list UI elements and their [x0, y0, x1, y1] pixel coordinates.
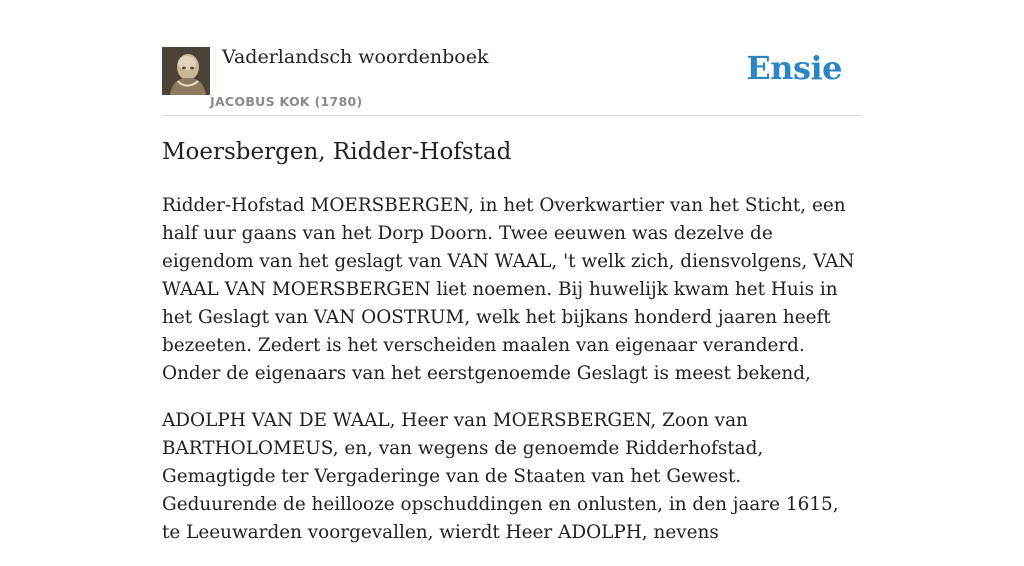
entry-paragraph: Ridder-Hofstad MOERSBERGEN, in het Overkwartier van het Sticht, een half uur gaans van het Dorp Doorn. Twee eeuwen was dezelve de eigendom van het geslagt van VAN WAAL, 't welk zich, diensvolgens, VAN WAAL VAN MOERSBERGEN liet noemen. Bij huwelijk kwam het Huis in het Geslagt van VAN OOSTRUM, welk het bijkans honderd jaaren heeft bezeeten. Zedert is het verscheiden maalen van eigenaar veranderd. Onder de eigenaars van het eerstgenoemde Geslagt is meest bekend,	[162, 195, 855, 384]
brand-logo[interactable]: Ensie	[746, 49, 842, 87]
entry-paragraph: ADOLPH VAN DE WAAL, Heer van MOERSBERGEN, Zoon van BARTHOLOMEUS, en, van wegens de genoemde Ridderhofstad, Gemagtigde ter Vergaderinge van de Staaten van het Gewest. Geduurende de heillooze opschuddingen en onlusten, in den jaare 1615, te Leeuwarden voorgevallen, wierdt Heer ADOLPH, nevens	[162, 410, 839, 543]
entry-title: Moersbergen, Ridder-Hofstad	[162, 139, 512, 165]
book-title[interactable]: Vaderlandsch woordenboek	[222, 46, 489, 68]
header	[162, 38, 862, 116]
book-author[interactable]: JACOBUS KOK (1780)	[210, 94, 363, 109]
entry-body	[162, 192, 862, 566]
author-portrait-icon[interactable]	[162, 47, 210, 95]
